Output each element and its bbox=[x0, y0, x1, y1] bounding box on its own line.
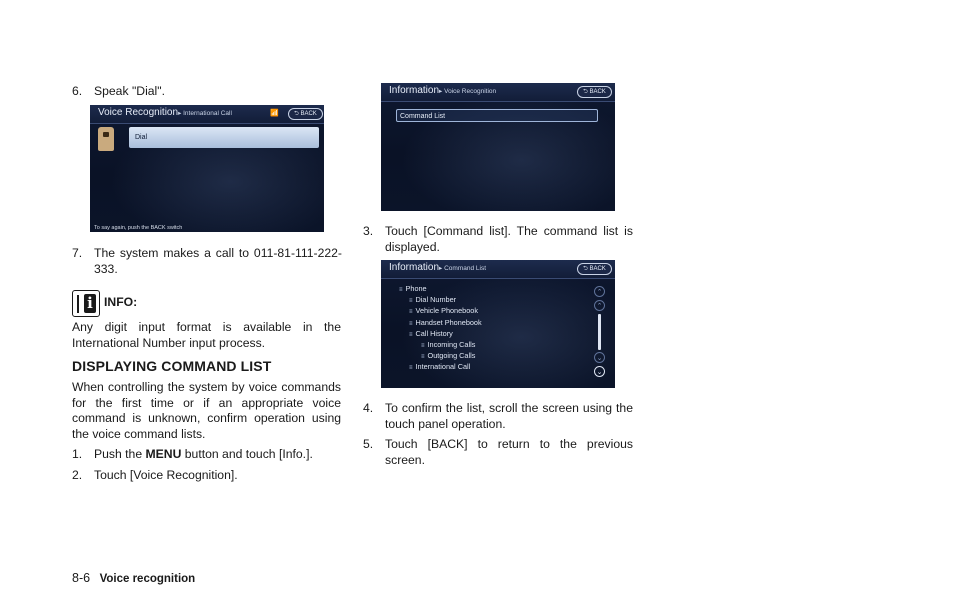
step-number: 7. bbox=[72, 246, 83, 260]
command-item-label: Outgoing Calls bbox=[427, 351, 476, 360]
step-7 bbox=[72, 246, 342, 277]
voice-command-icon: ≡ bbox=[409, 321, 413, 327]
screen-footer-hint: To say again, push the BACK switch bbox=[94, 225, 183, 231]
step-6 bbox=[72, 84, 342, 100]
step-text bbox=[94, 447, 313, 463]
step-text-pre: Push the bbox=[94, 447, 146, 461]
screenshot-command-list bbox=[381, 260, 615, 388]
back-button[interactable]: ⮌ BACK bbox=[288, 108, 323, 120]
screen-title-text: Voice Recognition bbox=[98, 107, 179, 118]
dial-button[interactable]: Dial bbox=[129, 127, 319, 148]
screenshot-information-voice-recognition bbox=[381, 83, 615, 211]
step-3 bbox=[363, 224, 633, 255]
command-item-label: Call History bbox=[415, 329, 453, 338]
signal-icon: 📶 bbox=[270, 110, 279, 117]
step-text: To confirm the list, scroll the screen using the touch panel operation. bbox=[385, 401, 633, 431]
step-1 bbox=[72, 447, 342, 463]
voice-command-icon: ≡ bbox=[409, 298, 413, 304]
screen-subtitle: ▸ International Call bbox=[178, 110, 232, 117]
step-number: 6. bbox=[72, 84, 83, 98]
command-item-outgoing-calls[interactable] bbox=[421, 351, 475, 360]
command-item-label: International Call bbox=[415, 362, 471, 371]
voice-command-icon: ≡ bbox=[409, 332, 413, 338]
screen-title bbox=[389, 262, 486, 273]
info-label: INFO: bbox=[104, 295, 138, 309]
command-item-handset-phonebook[interactable] bbox=[409, 318, 482, 327]
voice-command-icon: ≡ bbox=[409, 309, 413, 315]
screen-title-text: Information bbox=[389, 262, 440, 273]
command-item-label: Handset Phonebook bbox=[415, 318, 482, 327]
scroll-up-button[interactable]: ⌃ bbox=[594, 300, 605, 311]
voice-command-icon: ≡ bbox=[421, 354, 425, 360]
menu-button-label: MENU bbox=[145, 447, 182, 461]
footer-section-title: Voice recognition bbox=[99, 573, 196, 585]
step-4 bbox=[363, 401, 633, 432]
scroll-bottom-button[interactable]: ⌄ bbox=[594, 366, 605, 377]
command-item-label: Phone bbox=[405, 284, 427, 293]
voice-command-icon: ≡ bbox=[399, 287, 403, 293]
info-text: Any digit input format is available in the International Number input process. bbox=[72, 320, 341, 350]
section-intro: When controlling the system by voice commands for the first time or if an appropriate voice command is unknown, confirm operation using the voice command lists. bbox=[72, 380, 341, 441]
step-text: Touch [BACK] to return to the previous screen. bbox=[385, 437, 633, 467]
scroll-down-button[interactable]: ⌄ bbox=[594, 352, 605, 363]
step-number: 3. bbox=[363, 224, 374, 238]
command-item-incoming-calls[interactable] bbox=[421, 340, 475, 349]
step-text: Touch [Voice Recognition]. bbox=[94, 468, 238, 482]
screen-subtitle: ▸ Command List bbox=[439, 265, 487, 272]
step-number: 1. bbox=[72, 447, 83, 461]
section-heading: DISPLAYING COMMAND LIST bbox=[72, 358, 272, 374]
screen-title bbox=[389, 85, 496, 96]
back-button[interactable]: ⮌ BACK bbox=[577, 86, 612, 98]
back-button[interactable]: ⮌ BACK bbox=[577, 263, 612, 275]
step-2 bbox=[72, 468, 342, 484]
step-5 bbox=[363, 437, 633, 468]
step-number: 2. bbox=[72, 468, 83, 482]
command-list-button[interactable]: Command List bbox=[396, 109, 598, 122]
step-number: 4. bbox=[363, 401, 374, 415]
command-item-label: Vehicle Phonebook bbox=[415, 306, 478, 315]
scrollbar-thumb[interactable] bbox=[598, 314, 601, 350]
command-item-international-call[interactable] bbox=[409, 362, 470, 371]
phone-icon bbox=[98, 127, 114, 151]
screenshot-voice-recognition bbox=[90, 105, 324, 232]
step-text: The system makes a call to 011-81-111-222-333. bbox=[94, 246, 342, 276]
command-item-phone[interactable] bbox=[399, 284, 427, 293]
command-item-label: Dial Number bbox=[415, 295, 457, 304]
screen-subtitle: ▸ Voice Recognition bbox=[439, 88, 497, 95]
voice-command-icon: ≡ bbox=[421, 343, 425, 349]
command-item-vehicle-phonebook[interactable] bbox=[409, 306, 478, 315]
command-item-label: Incoming Calls bbox=[427, 340, 476, 349]
step-text: Speak "Dial". bbox=[94, 84, 165, 98]
screen-title bbox=[98, 107, 232, 118]
page-number: 8-6 bbox=[72, 571, 91, 585]
command-item-call-history[interactable] bbox=[409, 329, 453, 338]
scroll-top-button[interactable]: ⌃ bbox=[594, 286, 605, 297]
command-item-dial-number[interactable] bbox=[409, 295, 456, 304]
step-text: Touch [Command list]. The command list is displayed. bbox=[385, 224, 633, 254]
screen-title-text: Information bbox=[389, 85, 440, 96]
voice-command-icon: ≡ bbox=[409, 365, 413, 371]
step-text-post: button and touch [Info.]. bbox=[181, 447, 313, 461]
info-icon: i bbox=[72, 290, 100, 317]
page-footer bbox=[72, 571, 195, 585]
step-number: 5. bbox=[363, 437, 374, 451]
